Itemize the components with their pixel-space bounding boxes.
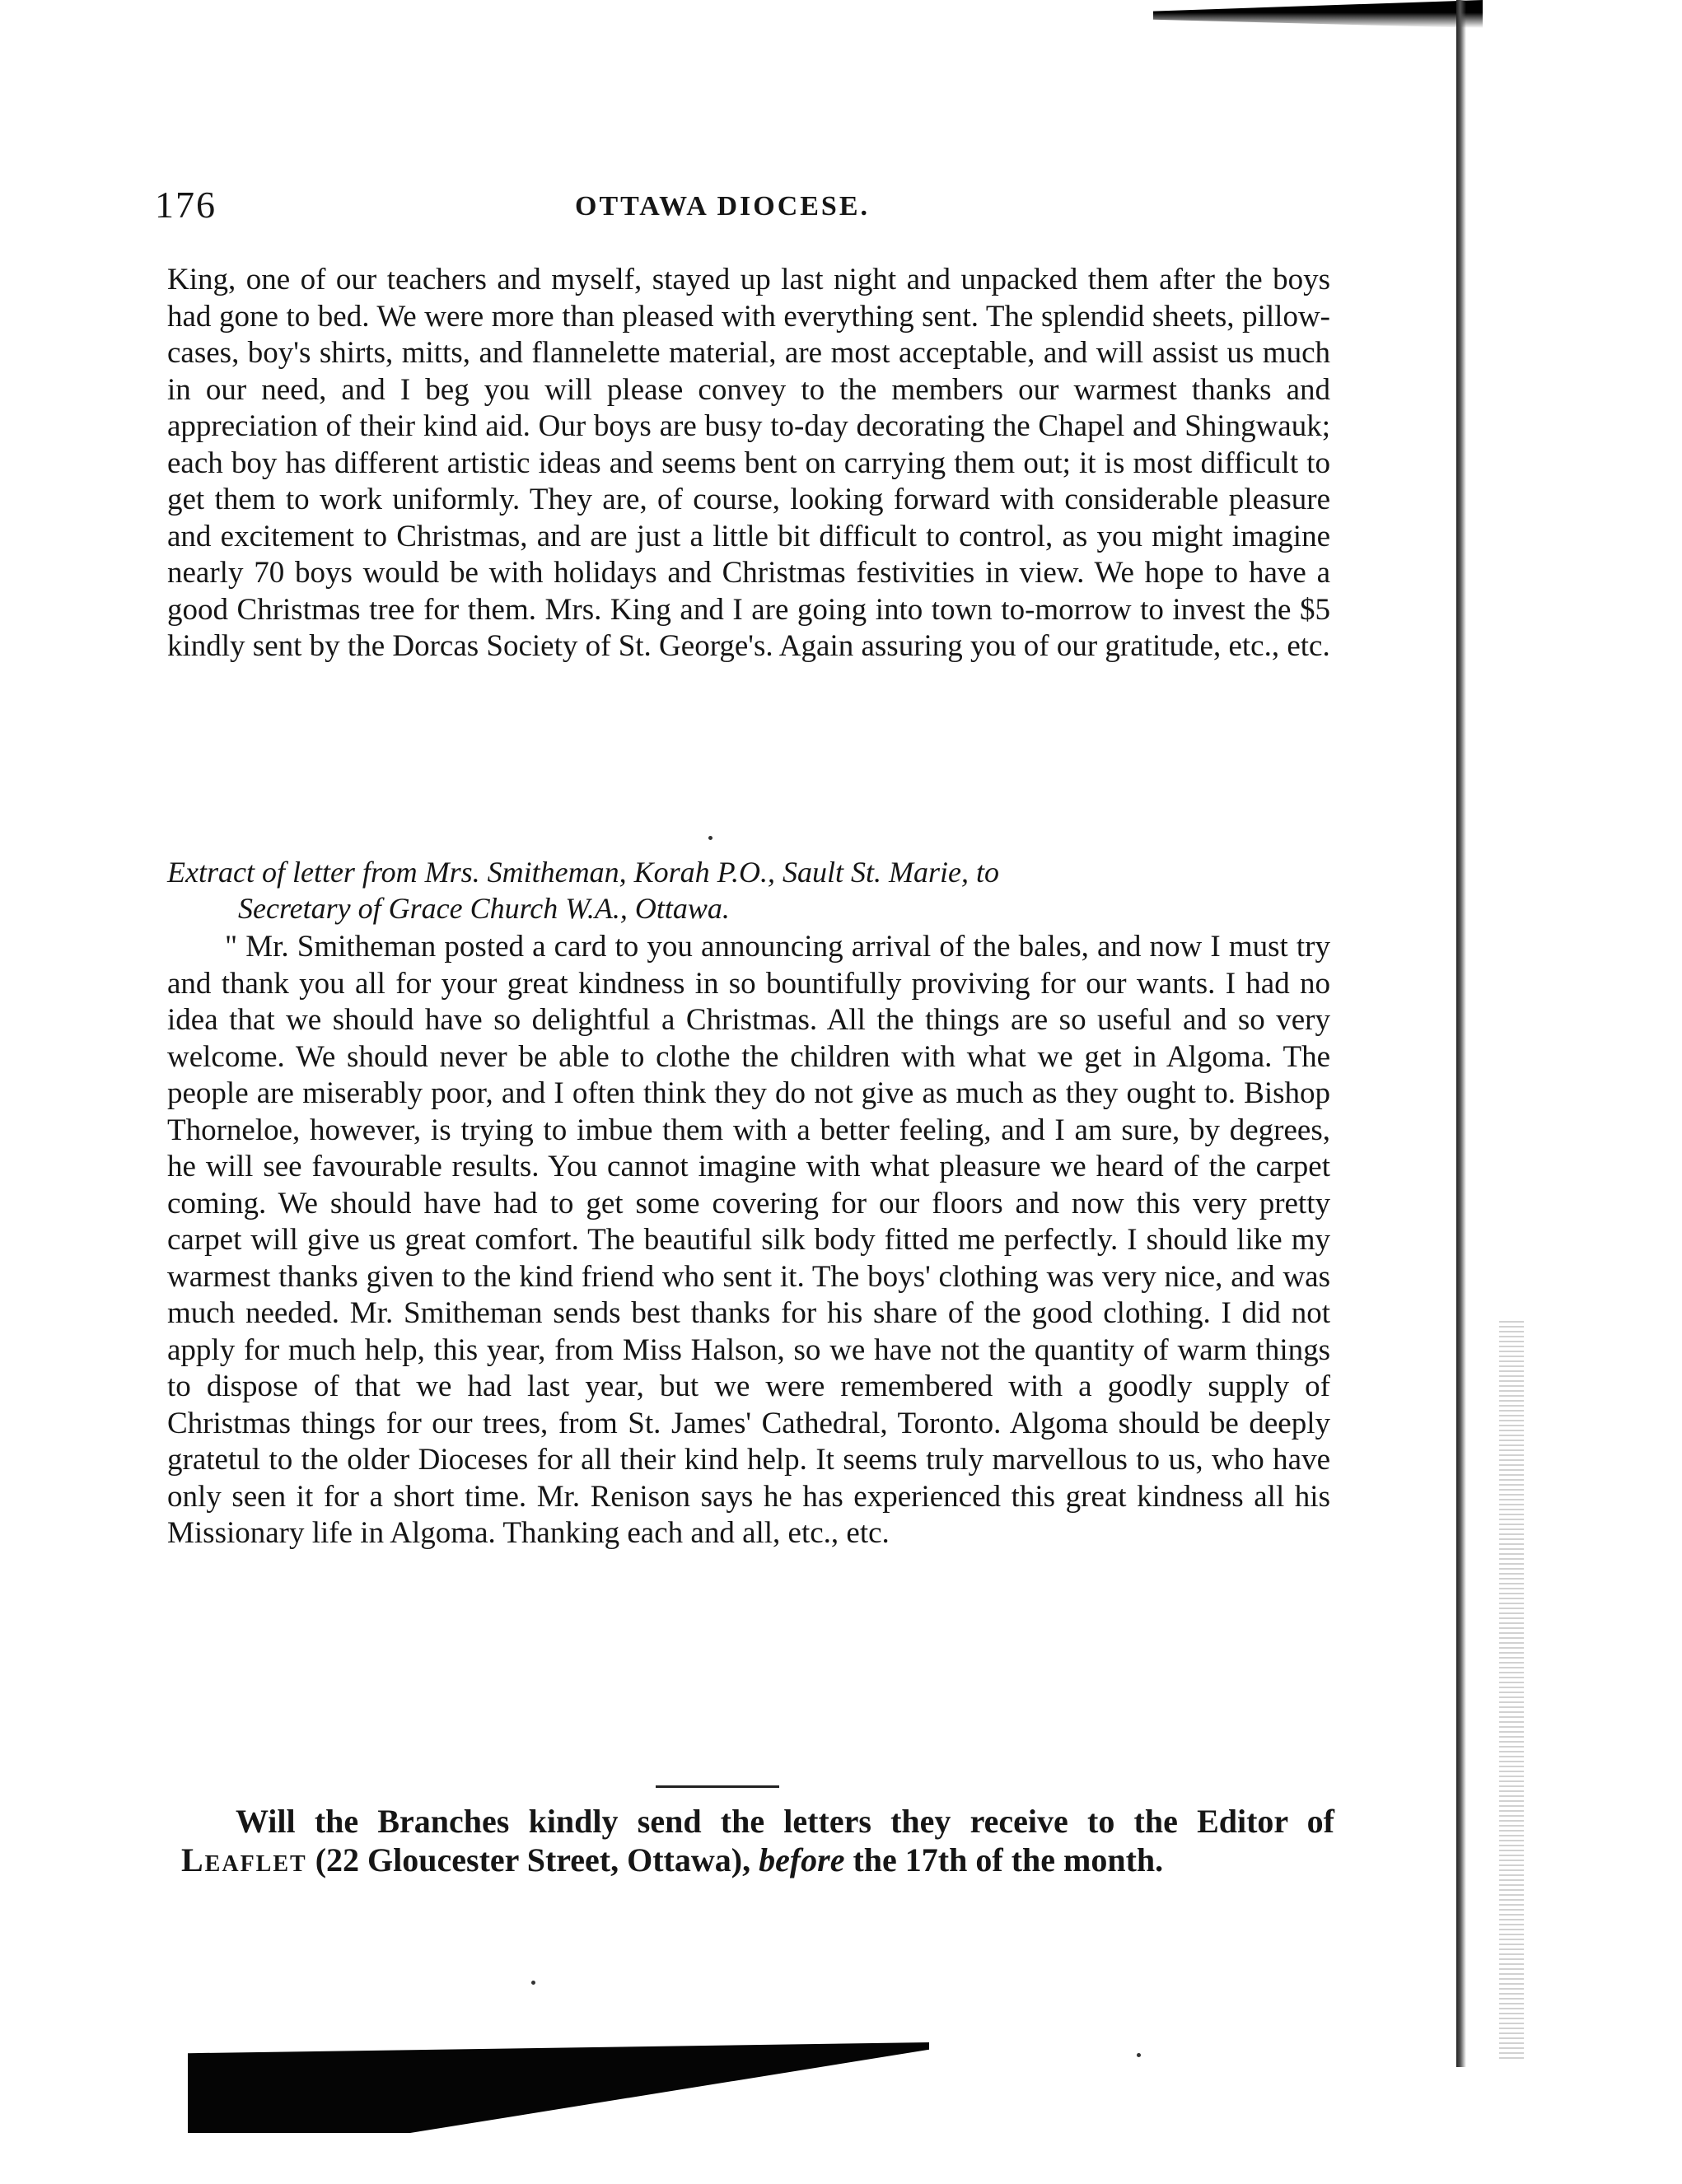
page-number: 176: [155, 184, 217, 226]
scan-edge-top: [1153, 0, 1483, 28]
section-divider: [656, 1785, 779, 1788]
scan-edge-right: [1456, 0, 1466, 2067]
scan-edge-texture: [1499, 1318, 1524, 2059]
notice-leaflet: Leaflet: [181, 1841, 307, 1878]
extract-heading-line-2: Secretary of Grace Church W.A., Ottawa.: [238, 892, 730, 925]
stray-mark: [1137, 2053, 1141, 2057]
letter-paragraph-2: " Mr. Smitheman posted a card to you announcing arrival of the bales, and now I must try and thank you all for your great kindness in so bountifully proviving for our wants. I had no idea that we should have so delightful a Christmas. All the things are so useful and so very welcome. We should never be able to clothe the children with what we get in Algoma. The people are miserably poor, and I often think they do not give as much as they ought to. Bishop Thorneloe, however, is trying to imbue them with a better feeling, and I am sure, by degrees, he will see favourable results. You cannot imagine with what pleasure we heard of the carpet coming. We should have had to get some covering for our floors and now this very pretty carpet will give us great comfort. The beautiful silk body fitted me perfectly. I should like my warmest thanks given to the kind friend who sent it. The boys' clothing was very nice, and was much needed. Mr. Smitheman sends best thanks for his share of the good clothing. I did not apply for much help, this year, from Miss Halson, so we have not the quantity of warm things to dispose of that we had last year, but we were remembered with a goodly supply of Christmas things for our trees, from St. James' Cathedral, Toronto. Algoma should be deeply gratetul to the older Dioceses for all their kind help. It seems truly marvellous to us, who have only seen it for a short time. Mr. Renison says he has experienced this great kindness all his Missionary life in Algoma. Thanking each and all, etc., etc.: [167, 930, 1330, 1550]
extract-heading: [167, 854, 1330, 926]
notice-before: before: [759, 1841, 845, 1878]
notice-text-3: the 17th of the month.: [844, 1841, 1164, 1878]
extract-heading-line-1: Extract of letter from Mrs. Smitheman, Korah P.O., Sault St. Marie, to: [167, 856, 999, 889]
letter-paragraph-1: King, one of our teachers and myself, stayed up last night and unpacked them after the boys had gone to bed. We were more than pleased with everything sent. The splendid sheets, pillow-cases, boy's shirts, mitts, and flannelette material, are most acceptable, and will assist us much in our need, and I beg you will please convey to the members our warmest thanks and appreciation of their kind aid. Our boys are busy to-day decorating the Chapel and Shingwauk; each boy has different artistic ideas and seems bent on carrying them out; it is most difficult to get them to work uniformly. They are, of course, looking forward with considerable pleasure and excitement to Christmas, and are just a little bit difficult to control, as you might imagine nearly 70 boys would be with holidays and Christmas festivities in view. We hope to have a good Christmas tree for them. Mrs. King and I are going into town to-morrow to invest the $5 kindly sent by the Dorcas Society of St. George's. Again assuring you of our gratitude, etc., etc.: [167, 263, 1330, 663]
scan-edge-bottom: [188, 2042, 929, 2133]
stray-mark: [531, 1981, 535, 1985]
notice-text-2: (22 Gloucester Street, Ottawa),: [306, 1841, 759, 1878]
notice-text-1: Will the Branches kindly send the letters they receive to the Editor of: [236, 1803, 1334, 1840]
running-head: OTTAWA DIOCESE.: [575, 191, 871, 222]
page-header: [155, 183, 1333, 232]
stray-mark: [708, 836, 713, 840]
editor-notice: [181, 1802, 1334, 1879]
